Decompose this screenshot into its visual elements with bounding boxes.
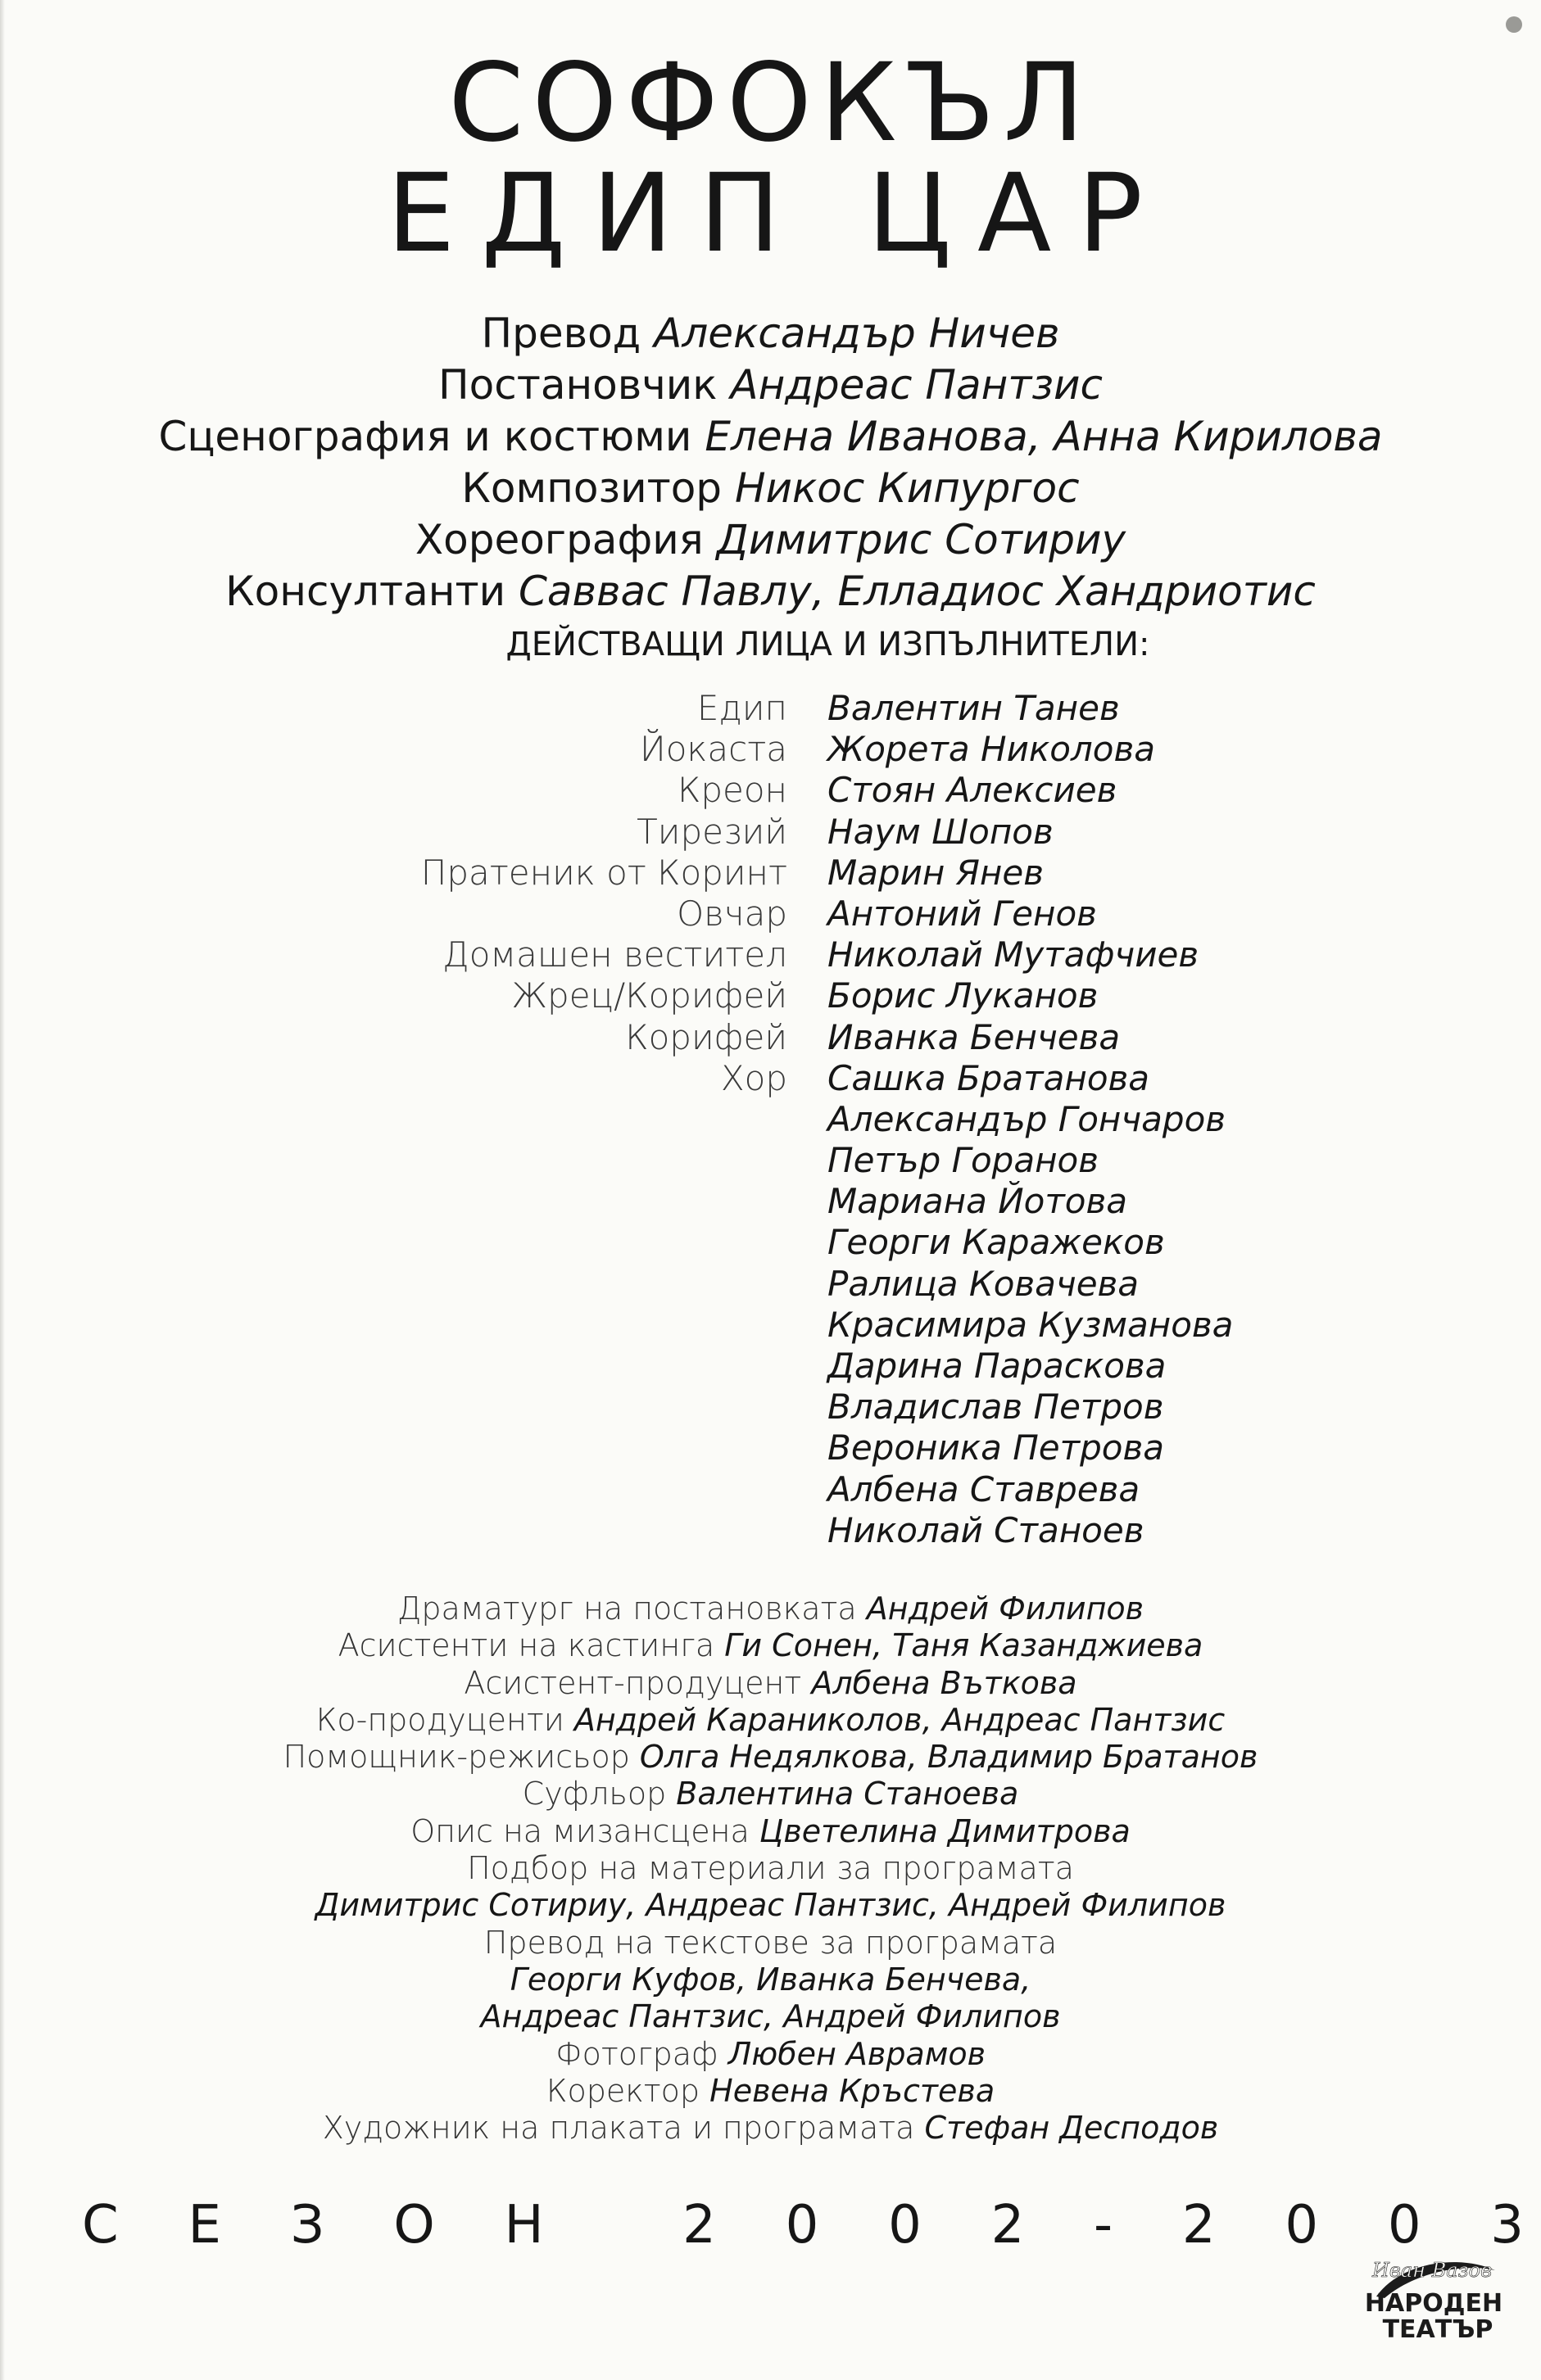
staff-label: Опис на мизансцена — [410, 1812, 750, 1849]
staff-line — [0, 2073, 1541, 2110]
cast-row — [0, 1305, 1541, 1346]
credit-line — [0, 360, 1541, 411]
production-credits — [0, 308, 1541, 618]
credit-line — [0, 411, 1541, 463]
staff-line — [0, 1739, 1541, 1776]
cast-actor: Наум Шопов — [827, 811, 1054, 852]
cast-row — [0, 1264, 1541, 1305]
staff-name: Георги Куфов, Иванка Бенчева, — [510, 1961, 1031, 1998]
staff-name: Валентина Станоева — [676, 1776, 1019, 1812]
cast-row — [0, 1346, 1541, 1387]
credit-label: Превод — [481, 310, 641, 357]
staff-name: Стефан Десподов — [924, 2110, 1219, 2147]
credit-line — [0, 308, 1541, 360]
season-char: С — [82, 2195, 119, 2256]
staff-name: Андреас Пантзис, Андрей Филипов — [480, 1998, 1061, 2035]
cast-actor: Албена Ставрева — [827, 1468, 1140, 1509]
staff-line — [0, 1961, 1541, 1998]
cast-row — [0, 1017, 1541, 1058]
cast-actor: Сашка Братанова — [827, 1057, 1150, 1098]
season-char: Н — [504, 2195, 544, 2256]
cast-role: Жрец/Корифей — [511, 975, 787, 1016]
staff-label: Фотограф — [555, 2035, 718, 2072]
cast-row — [0, 1387, 1541, 1428]
cast-actor: Красимира Кузманова — [827, 1304, 1234, 1345]
credit-name: Елена Иванова, Анна Кирилова — [705, 413, 1383, 460]
cast-actor: Николай Станоев — [827, 1509, 1144, 1550]
credit-line — [0, 514, 1541, 566]
credit-name: Александър Ничев — [654, 310, 1060, 357]
cast-actor: Марин Янев — [827, 852, 1044, 893]
cast-row — [0, 812, 1541, 853]
cast-list — [0, 688, 1541, 1551]
season-char: 0 — [785, 2195, 819, 2256]
cast-role: Тирезий — [637, 811, 787, 852]
cast-row — [0, 975, 1541, 1016]
cast-actor: Иванка Бенчева — [827, 1016, 1121, 1057]
cast-row — [0, 853, 1541, 894]
staff-line — [0, 2036, 1541, 2073]
staff-label: Драматург на постановката — [397, 1590, 857, 1627]
staff-name: Димитрис Сотириу, Андреас Пантзис, Андрей Филипов — [315, 1887, 1226, 1924]
cast-role: Пратеник от Коринт — [420, 852, 787, 893]
staff-line — [0, 1665, 1541, 1702]
credit-label: Консултанти — [225, 568, 506, 615]
cast-actor: Георги Каражеков — [827, 1222, 1165, 1263]
staff-name: Цветелина Димитрова — [759, 1812, 1131, 1849]
staff-label: Ко-продуценти — [315, 1701, 564, 1738]
staff-line — [0, 2110, 1541, 2147]
cast-row — [0, 770, 1541, 811]
staff-line — [0, 1590, 1541, 1627]
credit-label: Хореография — [415, 516, 704, 563]
binder-hole — [1506, 16, 1522, 33]
cast-actor: Дарина Параскова — [827, 1346, 1167, 1386]
cast-actor: Вероника Петрова — [827, 1428, 1164, 1468]
staff-label: Асистенти на кастинга — [338, 1627, 715, 1664]
staff-line — [0, 1776, 1541, 1812]
season-line — [82, 2197, 1524, 2254]
credit-name: Никос Кипургос — [734, 464, 1080, 512]
cast-actor: Валентин Танев — [827, 688, 1120, 728]
cast-row — [0, 1222, 1541, 1263]
cast-actor: Стоян Алексиев — [827, 770, 1117, 811]
staff-name: Андрей Филипов — [866, 1590, 1144, 1627]
season-char: 0 — [888, 2195, 922, 2256]
credit-label: Постановчик — [438, 361, 718, 409]
cast-actor: Владислав Петров — [827, 1387, 1164, 1428]
season-char: З — [290, 2195, 324, 2256]
credit-name: Андреас Пантзис — [730, 361, 1103, 409]
cast-role: Корифей — [625, 1016, 787, 1057]
cast-role: Йокаста — [640, 729, 787, 770]
play-title: ЕДИП ЦАР — [387, 151, 1169, 277]
season-char: О — [393, 2195, 435, 2256]
season-char: 2 — [1181, 2195, 1216, 2256]
credit-label: Композитор — [461, 464, 723, 512]
staff-line — [0, 1702, 1541, 1739]
cast-role: Овчар — [677, 893, 787, 934]
staff-name: Албена Въткова — [811, 1664, 1077, 1701]
staff-credits — [0, 1590, 1541, 2147]
credit-line — [0, 463, 1541, 514]
cast-row — [0, 1140, 1541, 1181]
cast-row — [0, 1428, 1541, 1468]
cast-actor: Николай Мутафчиев — [827, 934, 1199, 975]
season-char: Е — [188, 2195, 221, 2256]
staff-label: Превод на текстове за програмата — [483, 1924, 1058, 1961]
credit-name: Саввас Павлу, Елладиос Хандриотис — [518, 568, 1316, 615]
cast-role: Креон — [678, 770, 787, 811]
logo-line2: ТЕАТЪР — [1382, 2315, 1493, 2344]
staff-line — [0, 1850, 1541, 1887]
staff-name: Андрей Караниколов, Андреас Пантзис — [573, 1701, 1226, 1738]
staff-label: Асистент-продуцент — [464, 1664, 802, 1701]
cast-heading: ДЕЙСТВАЩИ ЛИЦА И ИЗПЪЛНИТЕЛИ: — [505, 626, 1150, 663]
cast-actor: Ралица Ковачева — [827, 1263, 1140, 1304]
cast-row — [0, 729, 1541, 770]
staff-line — [0, 1887, 1541, 1924]
season-char: 2 — [682, 2195, 716, 2256]
cast-role: Хор — [720, 1057, 787, 1098]
cast-row — [0, 1058, 1541, 1099]
logo-signature: Иван Вазов — [1371, 2259, 1493, 2282]
season-char: - — [1094, 2195, 1113, 2256]
staff-label: Подбор на материали за програмата — [467, 1850, 1074, 1887]
cast-row — [0, 1469, 1541, 1510]
cast-row — [0, 1181, 1541, 1222]
staff-line — [0, 1925, 1541, 1961]
play-author: СОФОКЪЛ — [448, 40, 1093, 166]
cast-actor: Жорета Николова — [827, 729, 1155, 770]
season-char: 0 — [1387, 2195, 1421, 2256]
cast-actor: Антоний Генов — [827, 893, 1097, 934]
logo-line1: НАРОДЕН — [1364, 2289, 1503, 2318]
staff-line — [0, 1627, 1541, 1664]
cast-row — [0, 688, 1541, 729]
cast-role: Домашен вестител — [442, 934, 787, 975]
season-char: 0 — [1285, 2195, 1319, 2256]
season-char: 2 — [990, 2195, 1025, 2256]
staff-label: Помощник-режисьор — [283, 1739, 630, 1776]
staff-label: Суфльор — [522, 1776, 667, 1812]
cast-actor: Петър Горанов — [827, 1140, 1099, 1181]
cast-row — [0, 894, 1541, 934]
credit-name: Димитрис Сотириу — [716, 516, 1126, 563]
cast-actor: Александър Гончаров — [827, 1098, 1226, 1139]
staff-label: Коректор — [546, 2072, 700, 2109]
cast-actor: Мариана Йотова — [827, 1181, 1127, 1222]
staff-name: Любен Аврамов — [727, 2035, 986, 2072]
cast-row — [0, 934, 1541, 975]
staff-line — [0, 1813, 1541, 1850]
season-char: 3 — [1490, 2195, 1524, 2256]
national-theatre-logo — [1360, 2246, 1507, 2352]
staff-name: Олга Недялкова, Владимир Братанов — [639, 1739, 1258, 1776]
staff-name: Ги Сонен, Таня Казанджиева — [724, 1627, 1203, 1664]
credit-line — [0, 566, 1541, 618]
cast-row — [0, 1510, 1541, 1551]
cast-role: Едип — [696, 688, 787, 728]
staff-name: Невена Кръстева — [709, 2072, 995, 2109]
staff-line — [0, 1998, 1541, 2035]
staff-label: Художник на плаката и програмата — [322, 2110, 915, 2147]
cast-row — [0, 1099, 1541, 1140]
cast-actor: Борис Луканов — [827, 975, 1099, 1016]
credit-label: Сценография и костюми — [158, 413, 692, 460]
